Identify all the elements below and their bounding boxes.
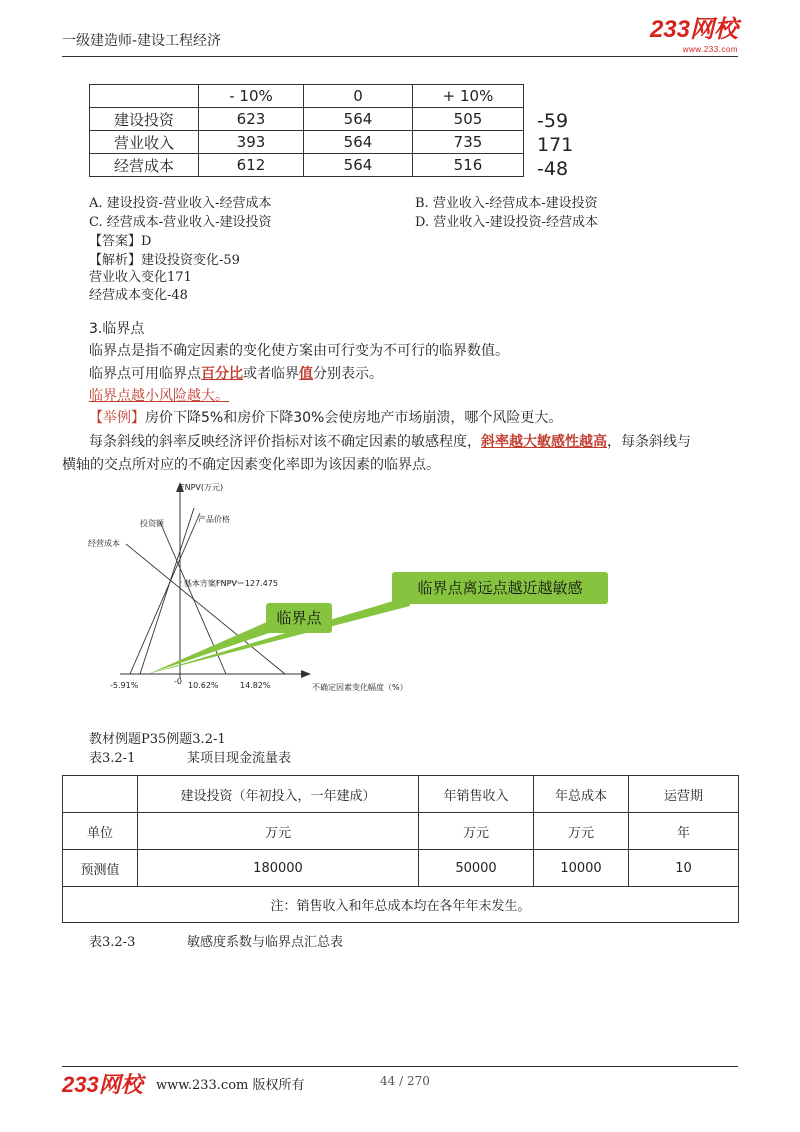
paragraph: 临界点是指不确定因素的变化使方案由可行变为不可行的临界数值。	[89, 343, 509, 359]
line-label-price: 产品价格	[198, 515, 230, 524]
callout-text-small: 临界点	[276, 609, 322, 627]
highlight-paragraph: 临界点越小风险越大。	[89, 388, 229, 404]
answer-text: 【答案】D	[89, 234, 152, 249]
table-row	[90, 85, 524, 108]
callout-text-big: 临界点离远点越近越敏感	[417, 579, 583, 597]
table-cell: 516	[413, 154, 524, 177]
table-row	[63, 887, 739, 923]
table-row	[63, 813, 739, 850]
table-cell: 建设投资	[90, 108, 199, 131]
table-cell: 393	[199, 131, 304, 154]
table-cell: 单位	[63, 813, 138, 850]
y-axis-label: FNPV(万元)	[180, 483, 224, 492]
table-note: 注：销售收入和年总成本均在各年年末发生。	[63, 887, 739, 923]
footer-logo[interactable]: 233网校	[62, 1072, 143, 1097]
table-cell: 564	[304, 154, 413, 177]
table-cell: - 10%	[199, 85, 304, 108]
table-title: 敏感度系数与临界点汇总表	[187, 935, 344, 950]
table-row	[90, 131, 524, 154]
table-cell: 10000	[534, 850, 629, 887]
section-heading: 3.临界点	[89, 321, 145, 337]
footer-divider	[62, 1066, 738, 1067]
x-tick: -0	[174, 677, 182, 686]
cash-flow-table	[62, 775, 739, 923]
base-label: 基本方案FNPV＝127.475	[184, 579, 278, 588]
table-row	[90, 154, 524, 177]
highlight-text: 斜率越大敏感性越高	[481, 434, 607, 450]
table-cell: 运营期	[629, 776, 739, 813]
line-product-price	[130, 513, 200, 674]
line-investment	[140, 508, 194, 674]
table-cell: 经营成本	[90, 154, 199, 177]
table-cell: 万元	[138, 813, 419, 850]
highlight-text: 百分比	[201, 366, 243, 382]
text-run: 或者临界	[243, 366, 299, 382]
option-b: B. 营业收入-经营成本-建设投资	[415, 196, 598, 211]
paragraph	[89, 433, 691, 452]
x-tick: 14.82%	[240, 681, 271, 690]
text-run: ，每条斜线与	[607, 434, 691, 450]
table-cell: 180000	[138, 850, 419, 887]
side-value: -48	[537, 158, 569, 180]
line-label-investment: 投资额	[140, 519, 164, 528]
example-paragraph	[89, 409, 562, 428]
table-cell	[63, 776, 138, 813]
side-value: -59	[537, 110, 569, 132]
text-run: 房价下降5%和房价下降30%会使房地产市场崩溃，哪个风险更大。	[145, 410, 563, 426]
x-tick: -5.91%	[110, 681, 139, 690]
text-run: 每条斜线的斜率反映经济评价指标对该不确定因素的敏感程度，	[89, 434, 481, 450]
table-cell: 735	[413, 131, 524, 154]
option-c: C. 经营成本-营业收入-建设投资	[89, 215, 272, 230]
table-cell: 万元	[534, 813, 629, 850]
table-cell: 年	[629, 813, 739, 850]
table-row	[63, 776, 739, 813]
option-d: D. 营业收入-建设投资-经营成本	[415, 215, 599, 230]
table-cell: 564	[304, 131, 413, 154]
table-cell: 营业收入	[90, 131, 199, 154]
x-axis-arrow	[301, 670, 311, 678]
page-number: 44 / 270	[380, 1074, 430, 1088]
sensitivity-diagram	[80, 478, 640, 698]
table-cell: 612	[199, 154, 304, 177]
paragraph: 横轴的交点所对应的不确定因素变化率即为该因素的临界点。	[62, 457, 440, 473]
x-tick: 10.62%	[188, 681, 219, 690]
sensitivity-table	[89, 84, 524, 177]
side-value: 171	[537, 134, 574, 156]
footer-site[interactable]: www.233.com 版权所有	[156, 1078, 305, 1093]
brand-logo-text: 233网校	[649, 16, 738, 43]
document-header-title: 一级建造师-建设工程经济	[62, 33, 222, 49]
analysis-line: 营业收入变化171	[89, 270, 192, 285]
brand-logo[interactable]	[649, 16, 738, 60]
table-cell: + 10%	[413, 85, 524, 108]
table-cell: 623	[199, 108, 304, 131]
table-cell: 年销售收入	[419, 776, 534, 813]
paragraph	[89, 365, 383, 384]
table-cell: 预测值	[63, 850, 138, 887]
table-row	[90, 108, 524, 131]
table-cell: 建设投资（年初投入，一年建成）	[138, 776, 419, 813]
example-tag: 【举例】	[89, 410, 145, 426]
table-number: 表3.2-3	[89, 935, 136, 950]
table-number: 表3.2-1	[89, 751, 136, 766]
line-label-cost: 经营成本	[88, 539, 120, 548]
table-cell: 564	[304, 108, 413, 131]
callout-wedge-small	[148, 618, 284, 674]
table-cell: 年总成本	[534, 776, 629, 813]
table-cell	[90, 85, 199, 108]
table-cell: 505	[413, 108, 524, 131]
brand-logo-url: www.233.com	[682, 45, 738, 54]
table-title: 某项目现金流量表	[187, 751, 292, 766]
table-row	[63, 850, 739, 887]
header-divider	[62, 56, 738, 57]
text-run: 临界点可用临界点	[89, 366, 201, 382]
x-axis-label: 不确定因素变化幅度（%）	[312, 683, 408, 692]
analysis-line: 【解析】建设投资变化-59	[89, 253, 240, 268]
option-a: A. 建设投资-营业收入-经营成本	[89, 196, 272, 211]
table-cell: 50000	[419, 850, 534, 887]
table-cell: 0	[304, 85, 413, 108]
highlight-text: 值	[299, 366, 313, 382]
text-run: 分别表示。	[313, 366, 383, 382]
example-reference: 教材例题P35例题3.2-1	[89, 732, 226, 747]
table-cell: 万元	[419, 813, 534, 850]
analysis-line: 经营成本变化-48	[89, 288, 188, 303]
line-investment-descending	[160, 522, 226, 674]
table-cell: 10	[629, 850, 739, 887]
